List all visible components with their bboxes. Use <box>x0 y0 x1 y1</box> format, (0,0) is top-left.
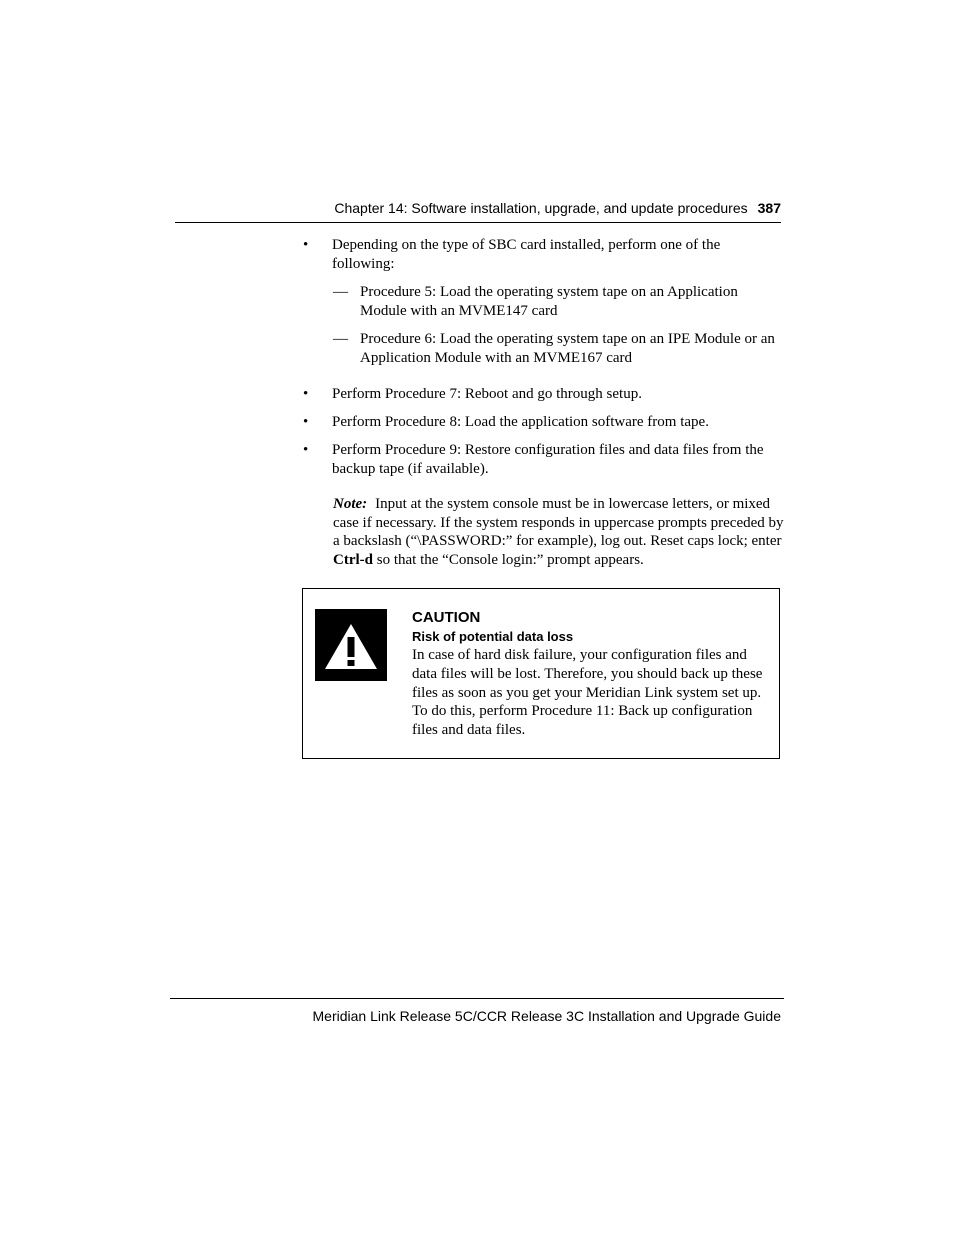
chapter-title: Chapter 14: Software installation, upgrade, and update procedures <box>334 200 748 216</box>
page-header <box>175 199 781 223</box>
note-paragraph <box>333 495 785 569</box>
dash-marker: — <box>333 284 348 300</box>
caution-title: CAUTION <box>412 609 481 626</box>
bullet-marker: • <box>303 442 309 458</box>
sub-item-procedure-6: Procedure 6: Load the operating system tape on an IPE Module or an Application Module with an MVME167 card <box>360 331 775 366</box>
dash-marker: — <box>333 331 348 347</box>
note-label: Note: <box>333 496 368 512</box>
bullet-marker: • <box>303 237 309 253</box>
caution-box <box>302 588 780 759</box>
footer-rule <box>170 998 784 999</box>
bullet-item-2: Perform Procedure 7: Reboot and go through setup. <box>332 386 642 402</box>
bullet-item-3: Perform Procedure 8: Load the application software from tape. <box>332 414 709 430</box>
note-text-before: Input at the system console must be in lowercase letters, or mixed case if necessary. If the system responds in uppercase prompts preceded by a backslash (“\PASSWORD:” for example), log out. Reset caps lock; enter <box>333 496 784 549</box>
bullet-item-4: Perform Procedure 9: Restore configuration files and data files from the backup tape (if available). <box>332 442 764 477</box>
header-text <box>334 199 781 217</box>
note-keystroke: Ctrl-d <box>333 551 373 568</box>
warning-icon <box>315 609 387 681</box>
footer-title: Meridian Link Release 5C/CCR Release 3C Installation and Upgrade Guide <box>312 1008 781 1024</box>
sub-item-procedure-5: Procedure 5: Load the operating system tape on an Application Module with an MVME147 card <box>360 284 738 319</box>
bullet-marker: • <box>303 414 309 430</box>
page-number: 387 <box>757 200 781 216</box>
warning-triangle-icon <box>315 609 387 681</box>
bullet-marker: • <box>303 386 309 402</box>
note-text-after: so that the “Console login:” prompt appears. <box>373 551 644 568</box>
bullet-item-1: Depending on the type of SBC card installed, perform one of the following: <box>332 237 721 272</box>
caution-subtitle: Risk of potential data loss <box>412 629 574 644</box>
caution-body: In case of hard disk failure, your configuration files and data files will be lost. Therefore, you should back up these files as soon as you get your Meridian Link system set up. To do this, perform Procedure 11: Back up configuration files and data files. <box>412 647 763 739</box>
